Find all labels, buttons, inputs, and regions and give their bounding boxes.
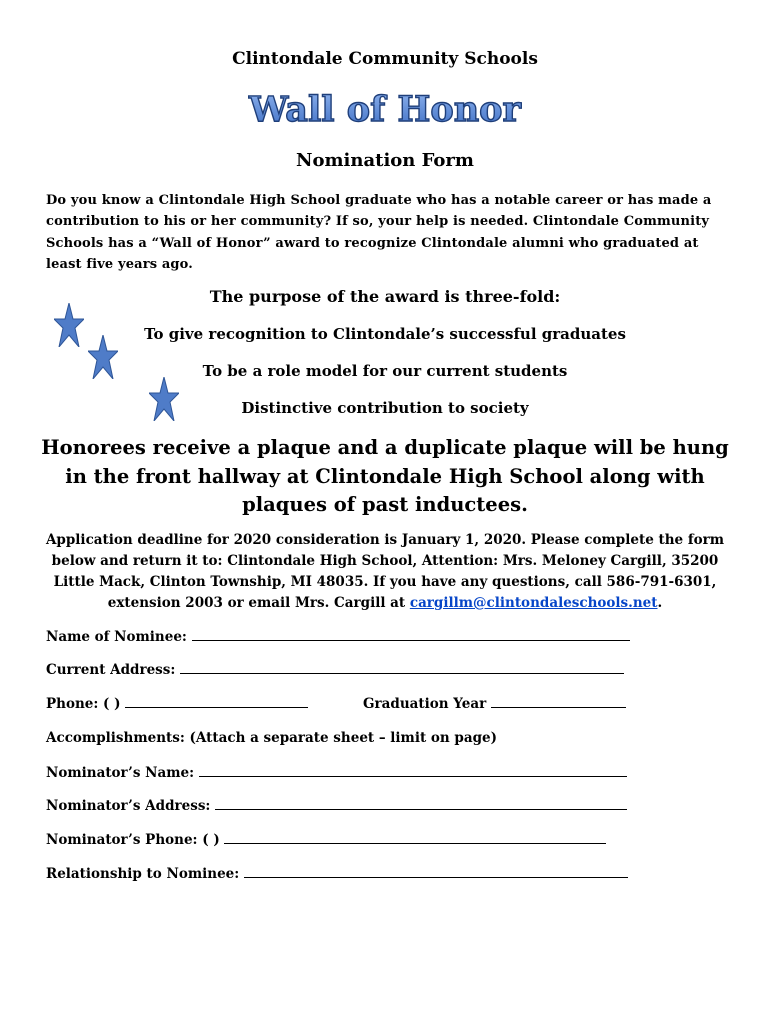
current-address-line[interactable] [180, 661, 624, 674]
nominee-name-field[interactable] [46, 628, 630, 645]
nominator-phone-field[interactable] [46, 831, 606, 848]
org-title: Clintondale Community Schools [232, 49, 538, 69]
nominator-name-line[interactable] [199, 764, 627, 777]
accomplishments-label: Accomplishments: (Attach a separate sheet – limit on page) [46, 730, 498, 746]
graduation-year-line[interactable] [491, 695, 626, 708]
phone-field[interactable] [46, 695, 308, 712]
nominator-address-label: Nominator’s Address: [46, 798, 211, 814]
star-icon [149, 377, 179, 421]
wall-title-text: Wall of Honor [249, 89, 521, 130]
phone-line[interactable] [125, 695, 308, 708]
nominee-name-label: Name of Nominee: [46, 629, 187, 645]
star-icon [88, 335, 118, 379]
current-address-field[interactable] [46, 661, 624, 678]
wall-of-honor-title [0, 88, 770, 130]
phone-label: Phone: ( ) [46, 696, 121, 712]
current-address-label: Current Address: [46, 662, 176, 678]
deadline-end: . [657, 595, 663, 611]
purpose-item: To give recognition to Clintondale’s successful graduates [144, 325, 626, 343]
intro-paragraph: Do you know a Clintondale High School graduate who has a notable career or has made a contribution to his or her community? If so, your help is needed. Clintondale Community Schools has a “Wall of Honor” award to recognize Clintondale alumni who graduated at least five years ago. [46, 193, 712, 272]
purpose-item: To be a role model for our current students [202, 362, 568, 380]
nominee-name-line[interactable] [192, 628, 630, 641]
nominator-name-field[interactable] [46, 764, 627, 781]
nominator-phone-line[interactable] [224, 831, 606, 844]
deadline-text: Application deadline for 2020 consideration is January 1, 2020. Please complete the form below and return it to: Clintondale High School, Attention: Mrs. Meloney Cargill, 35200 Little Mack, Clinton Township, MI 48035. If you have any questions, call 586-791-6301, extension 2003 or email Mrs. Cargill at [45, 532, 725, 611]
graduation-year-field[interactable] [363, 695, 626, 712]
honorees-paragraph: Honorees receive a plaque and a duplicate plaque will be hung in the front hallway at Clintondale High School along with plaques of past inductees. [41, 436, 729, 516]
star-icon [54, 303, 84, 347]
relationship-field[interactable] [46, 865, 628, 882]
deadline-paragraph [30, 530, 740, 614]
nominator-phone-label: Nominator’s Phone: ( ) [46, 832, 220, 848]
form-title: Nomination Form [296, 150, 474, 171]
email-link[interactable]: cargillm@clintondaleschools.net [409, 595, 658, 611]
nominator-address-line[interactable] [215, 797, 627, 810]
relationship-line[interactable] [244, 865, 628, 878]
nominator-name-label: Nominator’s Name: [46, 765, 195, 781]
graduation-year-label: Graduation Year [363, 696, 487, 712]
relationship-label: Relationship to Nominee: [46, 866, 240, 882]
purpose-heading: The purpose of the award is three-fold: [209, 287, 561, 306]
purpose-item: Distinctive contribution to society [241, 399, 529, 417]
nominator-address-field[interactable] [46, 797, 627, 814]
